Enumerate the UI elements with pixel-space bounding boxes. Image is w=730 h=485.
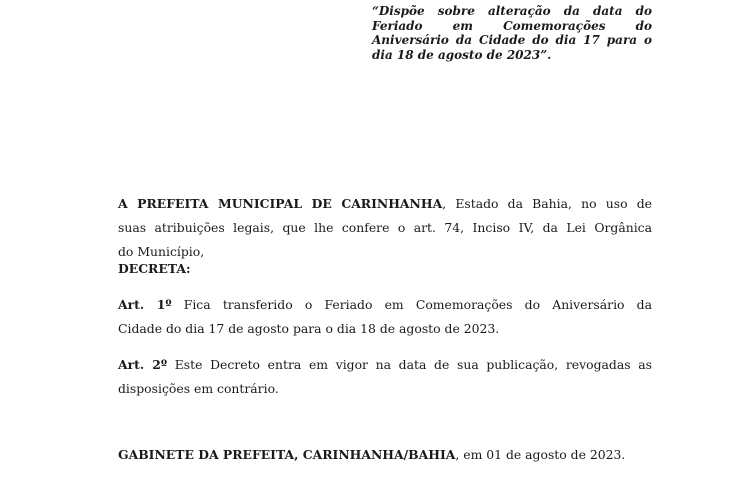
preamble-text: do Município, [118, 244, 205, 259]
mayor-title: A PREFEITA MUNICIPAL DE CARINHANHA [118, 196, 443, 211]
article-label: Art. 1º [118, 297, 172, 312]
article-text: Cidade do dia 17 de agosto para o dia 18 de agosto de 2023. [118, 321, 500, 336]
preamble-text: , Estado da Bahia, no uso de [442, 196, 652, 211]
closing-date: , em 01 de agosto de 2023. [455, 447, 626, 462]
decreta-label: DECRETA: [118, 261, 191, 276]
article-label: Art. 2º [118, 357, 168, 372]
office-name: GABINETE DA PREFEITA, CARINHANHA/BAHIA [118, 447, 456, 462]
article-2 [118, 353, 652, 401]
preamble-paragraph [118, 192, 652, 264]
summary-line: dia 18 de agosto de 2023”. [372, 47, 552, 62]
article-text: Este Decreto entra em vigor na data de sua publicação, revogadas as [167, 357, 652, 372]
summary-line: “Dispõe sobre alteração da data do [372, 4, 652, 18]
closing-line [118, 443, 652, 467]
preamble-text: suas atribuições legais, que lhe confere o art. 74, Inciso IV, da Lei Orgânica [118, 220, 652, 235]
summary-line: Feriado em Comemorações do [372, 18, 652, 33]
article-1 [118, 293, 652, 341]
article-text: disposições em contrário. [118, 381, 279, 396]
summary-line: Aniversário da Cidade do dia 17 para o [372, 33, 652, 47]
decree-summary [372, 4, 652, 62]
decreta-heading [118, 257, 652, 281]
article-text: Fica transferido o Feriado em Comemorações do Aniversário da [171, 297, 652, 312]
